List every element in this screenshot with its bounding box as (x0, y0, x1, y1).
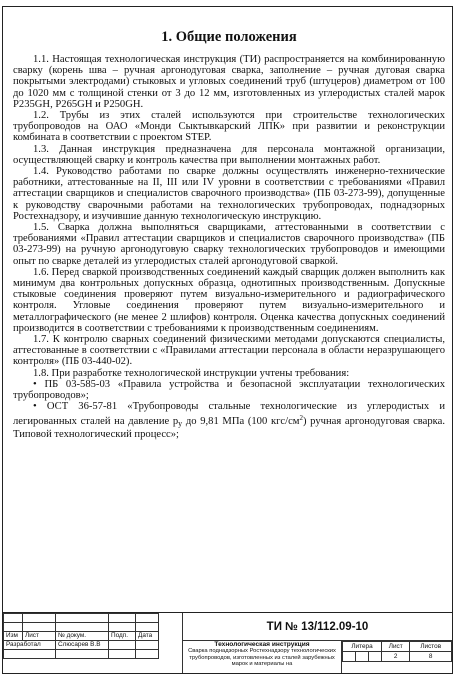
header-litera: Литера (343, 642, 382, 652)
header-signature: Подп. (109, 632, 136, 641)
document-sheet (2, 6, 453, 674)
description-text: Сварка поднадзорных Ростехнадзору технологических трубопроводов, изготовленных из сталей зарубежных марок и материалы на (188, 648, 336, 668)
bullet-ost-text-c: ) ручная аргонодуговая сварка. Типовой технологический процесс»; (13, 415, 445, 440)
paragraph-1-2: 1.2. Трубы из этих сталей используются при строительстве технологических трубопроводов на ОАО «Монди Сыктывкарский ЛПК» при развитии и реконструкции комбината в соответствии с проектом STEP. (13, 110, 445, 144)
sheet-info (342, 641, 452, 673)
header-sheet: Лист (382, 642, 410, 652)
bullet-ost-text-a: • ОСТ 36-57-81 «Трубопроводы стальные технологические из углеродистых и легированных сталей на давление р (13, 401, 445, 427)
title-block-right (182, 613, 452, 673)
document-description (182, 641, 342, 673)
paragraph-1-5: 1.5. Сварка должна выполняться сварщиками, аттестованными в соответствии с требованиями «Правил аттестации сварщиков и специалистов сварочного производства» (ПБ 03-273-99) на ручную аргонодуговую сварку технологических трубопроводов и имеющими опыт по сварке деталей из углеродистых сталей аргонодуговой сваркой. (13, 222, 445, 267)
bullet-ost-subscript: у (178, 418, 183, 428)
description-title: Технологическая инструкция (214, 641, 310, 648)
header-doc-number: № докум. (56, 632, 109, 641)
bullet-item-pb: • ПБ 03-585-03 «Правила устройства и безопасной эксплуатации технологических трубопроводов»; (13, 378, 445, 402)
paragraph-1-7: 1.7. К контролю сварных соединений физическими методами допускаются специалисты, аттестованные в соответствии с «Правилами аттестации персонала в области неразрушающего контроля» (ПБ 03-440-02). (13, 334, 445, 368)
paragraph-1-3: 1.3. Данная инструкция предназначена для персонала монтажной организации, осуществляющей сварку и контроль качества при выполнении монтажных работ. (13, 143, 445, 166)
document-code: ТИ № 13/112.09-10 (182, 613, 452, 641)
developer-role: Разработал (4, 641, 56, 650)
bullet-ost-superscript: 2 (299, 413, 303, 422)
bullet-item-ost (13, 401, 445, 440)
paragraph-1-4: 1.4. Руководство работами по сварке должны осуществлять инженерно-технические работники, аттестованные на II, III или IV уровни в соответствии с требованиями «Правил аттестации сварщиков и специалистов сварочного производства» (ПБ 03-273-99), допущенные к руководству сварочными работами на технологических трубопроводах, поднадзорных Ростехнадзору, и изучившие данную технологическую инструкцию. (13, 166, 445, 222)
header-sheets: Листов (410, 642, 452, 652)
developer-name: Слюсарев В.В (56, 641, 109, 650)
revision-table (3, 613, 159, 659)
section-title: 1. Общие положения (161, 29, 297, 45)
header-list: Лист (23, 632, 56, 641)
paragraph-1-1: 1.1. Настоящая технологическая инструкция (ТИ) распространяется на комбинированную сварку (корень шва – ручная аргонодуговая сварка, заполнение – ручная дуговая сварка покрытыми электродами) стыковых и угловых соединений труб (штуцеров) диаметром от 100 до 1020 мм с толщиной стенки от 3 до 12 мм, изготовленных из углеродистых сталей марок P235GH, P265GH и P250GH. (13, 54, 445, 110)
sheet-number: 2 (382, 652, 410, 662)
document-body (13, 29, 445, 440)
header-date: Дата (136, 632, 159, 641)
sheets-total: 8 (410, 652, 452, 662)
header-izm: Изм (4, 632, 23, 641)
bullet-ost-text-b: до 9,81 МПа (100 кгс/см (182, 415, 300, 427)
paragraph-1-6: 1.6. Перед сваркой производственных соединений каждый сварщик должен выполнить как минимум два контрольных допускных образца, однотипных производственным. Допускные стыковые соединения проверяют путем визуально-измерительного и радиографического контроля. Угловые соединения проверяют путем визуально-измерительного и металлографического (не менее 2 шлифов) контроля. Оценка качества допускных соединений производится в соответствии с требованиями к производственным соединениям. (13, 266, 445, 334)
title-block (3, 612, 452, 673)
paragraph-1-8: 1.8. При разработке технологической инструкции учтены требования: (33, 367, 350, 379)
